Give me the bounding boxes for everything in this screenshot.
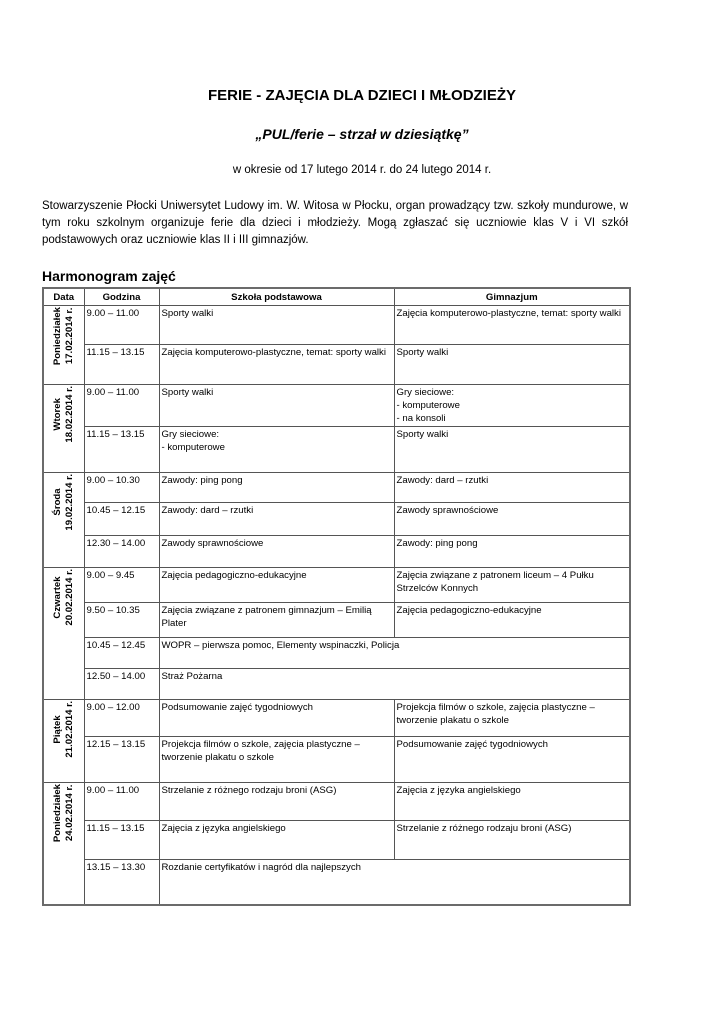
table-row <box>43 568 630 603</box>
day-date: 20.02.2014 r. <box>63 569 75 626</box>
day-name: Środa <box>51 488 63 516</box>
document-title: FERIE - ZAJĘCIA DLA DZIECI I MŁODZIEŻY <box>207 87 517 104</box>
activity-cell-gymnasium: Zawody: ping pong <box>394 536 630 568</box>
table-row <box>43 603 630 638</box>
activity-cell-primary: Zajęcia z języka angielskiego <box>159 821 394 860</box>
table-row <box>43 473 630 503</box>
table-header-row <box>43 288 630 306</box>
day-name: Wtorek <box>51 398 63 431</box>
day-date-cell <box>43 385 84 473</box>
table-row <box>43 700 630 737</box>
activity-cell-shared: WOPR – pierwsza pomoc, Elementy wspinaczki, Policja <box>159 638 630 669</box>
day-name: Czwartek <box>51 576 63 619</box>
activity-cell-primary: Projekcja filmów o szkole, zajęcia plastyczne – tworzenie plakatu o szkole <box>159 737 394 783</box>
activity-cell-primary: Zawody: ping pong <box>159 473 394 503</box>
hour-cell: 10.45 – 12.15 <box>84 503 159 536</box>
day-date-cell <box>43 306 84 385</box>
activity-cell-gymnasium: Sporty walki <box>394 427 630 473</box>
activity-cell-primary: Strzelanie z różnego rodzaju broni (ASG) <box>159 783 394 821</box>
activity-cell-gymnasium: Strzelanie z różnego rodzaju broni (ASG) <box>394 821 630 860</box>
day-date: 21.02.2014 r. <box>63 701 75 758</box>
activity-cell-gymnasium: Zajęcia pedagogiczno-edukacyjne <box>394 603 630 638</box>
activity-cell-gymnasium: Zajęcia związane z patronem liceum – 4 Pułku Strzelców Konnych <box>394 568 630 603</box>
activity-cell-primary: Sporty walki <box>159 306 394 345</box>
header-primary-school: Szkoła podstawowa <box>159 288 394 306</box>
table-row <box>43 669 630 700</box>
activity-cell-gymnasium: Gry sieciowe: - komputerowe - na konsoli <box>394 385 630 427</box>
table-row <box>43 737 630 783</box>
day-date: 24.02.2014 r. <box>63 784 75 842</box>
day-label <box>52 701 76 758</box>
table-row <box>43 860 630 905</box>
activity-cell-shared: Straż Pożarna <box>159 669 630 700</box>
day-name: Poniedziałek <box>51 784 63 843</box>
day-date-cell <box>43 783 84 905</box>
day-label <box>52 307 76 365</box>
header-gymnasium: Gimnazjum <box>394 288 630 306</box>
activity-cell-shared: Rozdanie certyfikatów i nagród dla najlepszych <box>159 860 630 905</box>
hour-cell: 11.15 – 13.15 <box>84 345 159 385</box>
table-row <box>43 821 630 860</box>
hour-cell: 9.00 – 10.30 <box>84 473 159 503</box>
day-date-cell <box>43 700 84 783</box>
activity-cell-primary: Gry sieciowe: - komputerowe <box>159 427 394 473</box>
activity-cell-primary: Sporty walki <box>159 385 394 427</box>
hour-cell: 10.45 – 12.45 <box>84 638 159 669</box>
document-subtitle: „PUL/ferie – strzał w dziesiątkę” <box>255 126 469 142</box>
hour-cell: 11.15 – 13.15 <box>84 821 159 860</box>
hour-cell: 9.00 – 12.00 <box>84 700 159 737</box>
hour-cell: 12.50 – 14.00 <box>84 669 159 700</box>
activity-cell-primary: Podsumowanie zajęć tygodniowych <box>159 700 394 737</box>
activity-cell-gymnasium: Sporty walki <box>394 345 630 385</box>
hour-cell: 11.15 – 13.15 <box>84 427 159 473</box>
day-date-cell <box>43 568 84 700</box>
section-heading: Harmonogram zajęć <box>42 268 176 284</box>
activity-cell-gymnasium: Zawody sprawnościowe <box>394 503 630 536</box>
schedule-body <box>43 306 630 905</box>
activity-cell-gymnasium: Projekcja filmów o szkole, zajęcia plastyczne – tworzenie plakatu o szkole <box>394 700 630 737</box>
hour-cell: 13.15 – 13.30 <box>84 860 159 905</box>
table-row <box>43 783 630 821</box>
activity-cell-primary: Zajęcia pedagogiczno-edukacyjne <box>159 568 394 603</box>
hour-cell: 9.00 – 11.00 <box>84 783 159 821</box>
activity-cell-primary: Zawody sprawnościowe <box>159 536 394 568</box>
table-row <box>43 385 630 427</box>
activity-cell-gymnasium: Podsumowanie zajęć tygodniowych <box>394 737 630 783</box>
day-label <box>52 784 76 842</box>
day-label <box>52 386 76 443</box>
date-range: w okresie od 17 lutego 2014 r. do 24 lutego 2014 r. <box>232 164 492 176</box>
day-name: Poniedziałek <box>51 307 63 366</box>
table-row <box>43 427 630 473</box>
day-date: 18.02.2014 r. <box>63 386 75 443</box>
hour-cell: 9.50 – 10.35 <box>84 603 159 638</box>
day-name: Piątek <box>51 715 63 744</box>
table-row <box>43 345 630 385</box>
header-date: Data <box>43 288 84 306</box>
day-label <box>52 474 76 531</box>
day-date: 19.02.2014 r. <box>63 474 75 531</box>
hour-cell: 12.30 – 14.00 <box>84 536 159 568</box>
table-row <box>43 503 630 536</box>
table-row <box>43 536 630 568</box>
activity-cell-primary: Zawody: dard – rzutki <box>159 503 394 536</box>
schedule-table <box>42 287 631 906</box>
activity-cell-gymnasium: Zajęcia z języka angielskiego <box>394 783 630 821</box>
header-hour: Godzina <box>84 288 159 306</box>
hour-cell: 12.15 – 13.15 <box>84 737 159 783</box>
table-row <box>43 638 630 669</box>
intro-paragraph: Stowarzyszenie Płocki Uniwersytet Ludowy im. W. Witosa w Płocku, organ prowadzący tzw. szkoły mundurowe, w tym roku szkolnym organizuje ferie dla dzieci i młodzieży. Mogą zgłaszać się uczniowie klas V i VI szkół podstawowych oraz uczniowie klas II i III gimnazjów. <box>42 200 628 246</box>
activity-cell-primary: Zajęcia związane z patronem gimnazjum – Emilią Plater <box>159 603 394 638</box>
table-row <box>43 306 630 345</box>
activity-cell-gymnasium: Zajęcia komputerowo-plastyczne, temat: sporty walki <box>394 306 630 345</box>
day-label <box>52 569 76 626</box>
hour-cell: 9.00 – 11.00 <box>84 306 159 345</box>
activity-cell-gymnasium: Zawody: dard – rzutki <box>394 473 630 503</box>
activity-cell-primary: Zajęcia komputerowo-plastyczne, temat: sporty walki <box>159 345 394 385</box>
hour-cell: 9.00 – 11.00 <box>84 385 159 427</box>
hour-cell: 9.00 – 9.45 <box>84 568 159 603</box>
day-date: 17.02.2014 r. <box>63 307 75 365</box>
day-date-cell <box>43 473 84 568</box>
